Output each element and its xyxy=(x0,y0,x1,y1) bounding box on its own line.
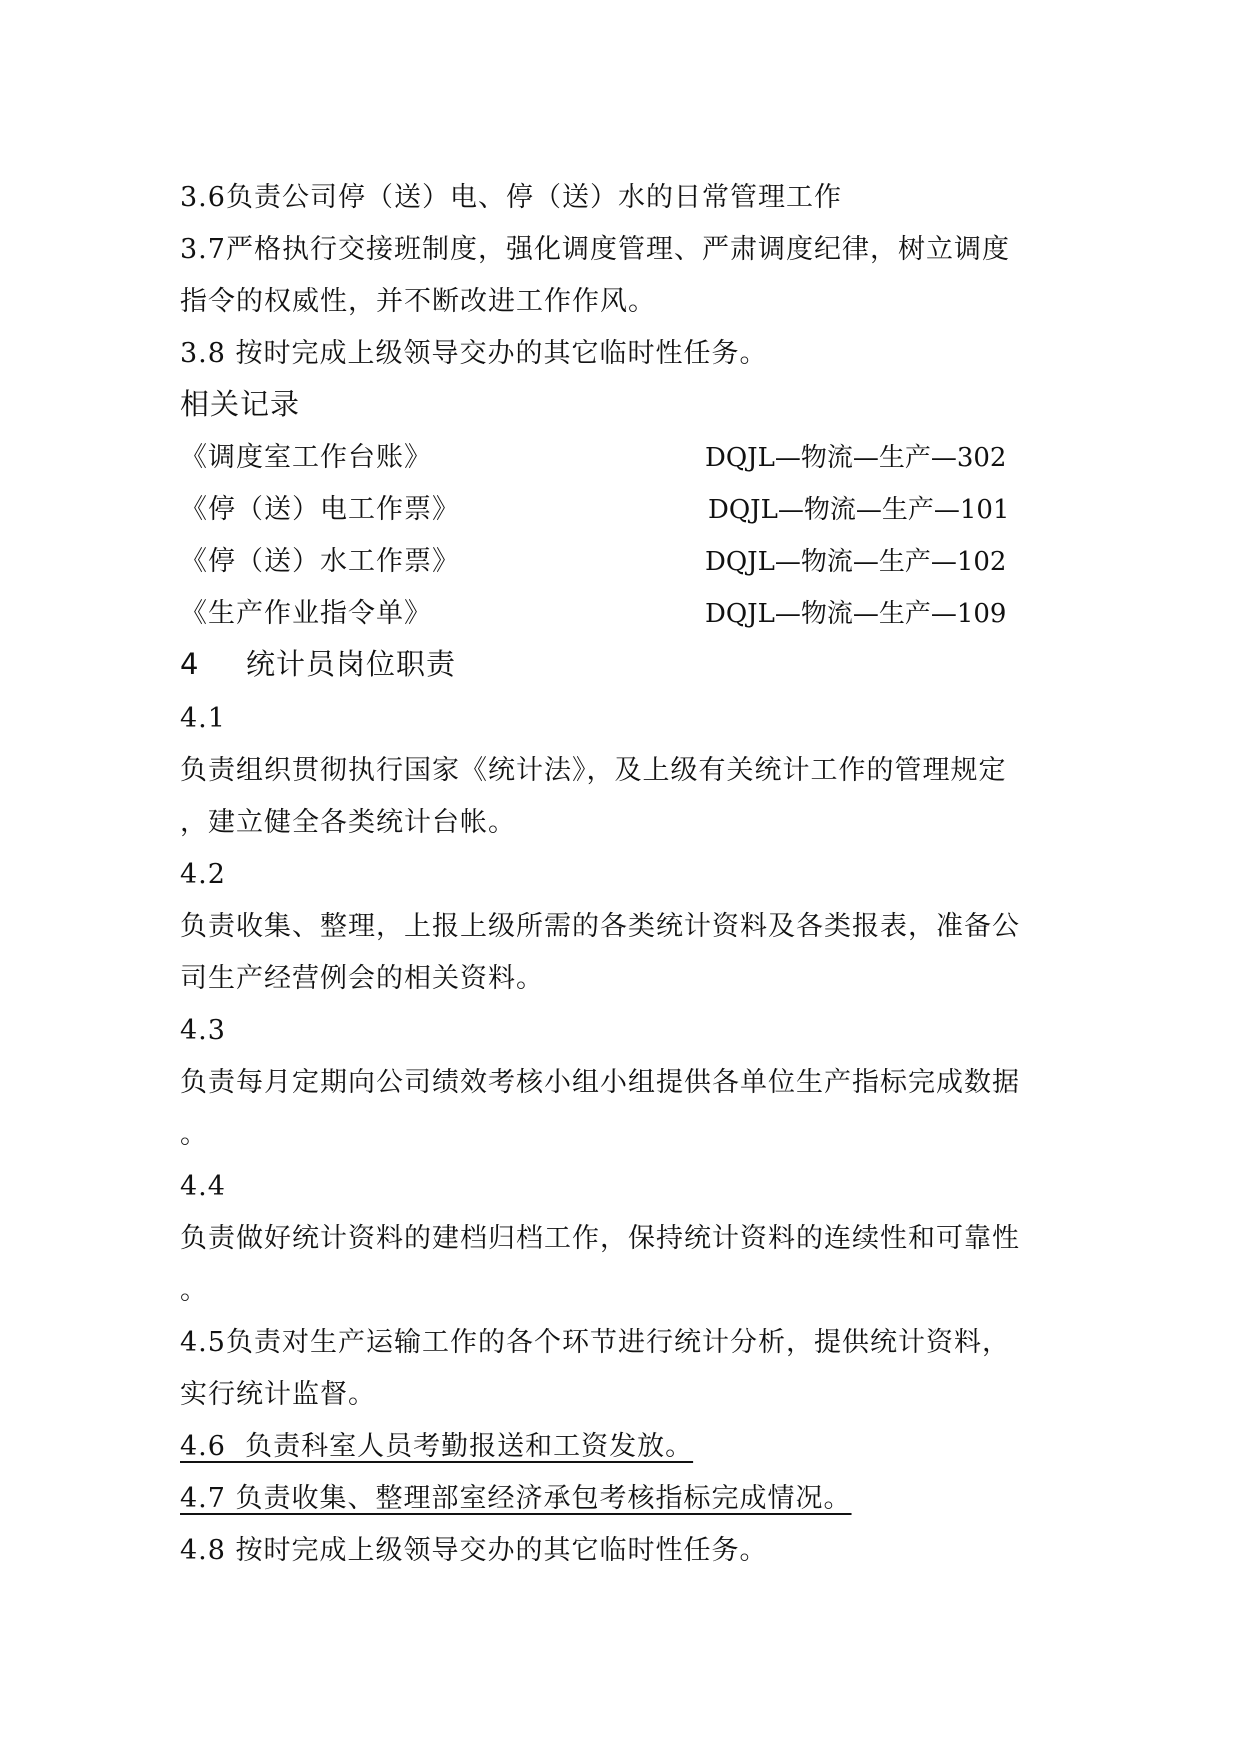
item-4-4-line2: 。 xyxy=(180,1275,208,1306)
record-code: DQJL—物流—生产—109 xyxy=(705,599,1007,629)
item-4-6: 4.6 负责科室人员考勤报送和工资发放。 xyxy=(180,1431,694,1462)
item-4-7: 4.7 负责收集、整理部室经济承包考核指标完成情况。 xyxy=(180,1483,852,1514)
item-4-3-line2: 。 xyxy=(180,1119,208,1150)
item-4-5-line2: 实行统计监督。 xyxy=(180,1379,376,1410)
item-4-5-line1: 4.5负责对生产运输工作的各个环节进行统计分析，提供统计资料， xyxy=(180,1327,1010,1358)
item-number-4-4: 4.4 xyxy=(180,1171,226,1202)
item-number-4-1: 4.1 xyxy=(180,703,226,734)
record-code: DQJL—物流—生产—101 xyxy=(708,495,1010,525)
section-title: 统计员岗位职责 xyxy=(246,647,457,681)
item-number-4-3: 4.3 xyxy=(180,1015,226,1046)
records-heading: 相关记录 xyxy=(180,387,301,421)
section-number: 4 xyxy=(180,647,200,681)
section-4-heading xyxy=(180,647,456,681)
item-3-6: 3.6负责公司停（送）电、停（送）水的日常管理工作 xyxy=(180,182,842,213)
item-number-4-2: 4.2 xyxy=(180,859,226,890)
record-code: DQJL—物流—生产—302 xyxy=(705,443,1007,473)
record-name: 《停（送）水工作票》 xyxy=(180,546,460,577)
record-name: 《生产作业指令单》 xyxy=(180,598,432,629)
record-name: 《停（送）电工作票》 xyxy=(180,494,460,525)
item-4-4-line1: 负责做好统计资料的建档归档工作，保持统计资料的连续性和可靠性 xyxy=(180,1223,1020,1254)
item-3-7-line1: 3.7严格执行交接班制度，强化调度管理、严肃调度纪律，树立调度 xyxy=(180,234,1010,265)
record-code: DQJL—物流—生产—102 xyxy=(705,547,1007,577)
item-4-2-line1: 负责收集、整理，上报上级所需的各类统计资料及各类报表，准备公 xyxy=(180,911,1020,942)
item-4-1-line2: ，建立健全各类统计台帐。 xyxy=(180,807,516,838)
item-3-8: 3.8 按时完成上级领导交办的其它临时性任务。 xyxy=(180,338,768,369)
item-4-1-line1: 负责组织贯彻执行国家《统计法》，及上级有关统计工作的管理规定 xyxy=(180,755,1007,786)
item-4-8: 4.8 按时完成上级领导交办的其它临时性任务。 xyxy=(180,1535,768,1566)
item-3-7-line2: 指令的权威性，并不断改进工作作风。 xyxy=(180,286,656,317)
record-name: 《调度室工作台账》 xyxy=(180,442,432,473)
item-4-2-line2: 司生产经营例会的相关资料。 xyxy=(180,963,544,994)
item-4-3-line1: 负责每月定期向公司绩效考核小组小组提供各单位生产指标完成数据 xyxy=(180,1067,1020,1098)
